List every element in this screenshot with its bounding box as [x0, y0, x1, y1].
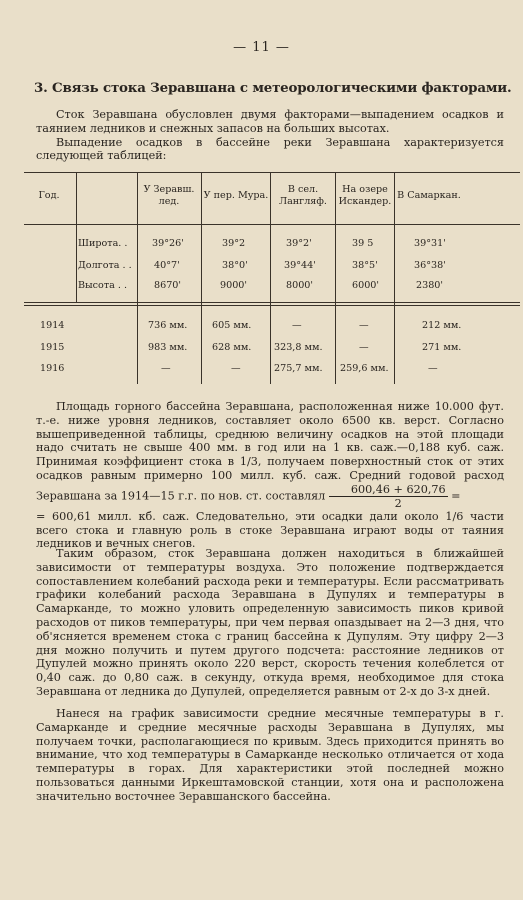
intro-line-1: Сток Зеравшана обусловлен двумя факторами—выпадением осадков и таянием ледников и снежных запасов на больших высотах. — [36, 108, 504, 135]
table-cell: 259,6 мм. — [340, 363, 389, 374]
table-cell: 605 мм. — [212, 320, 252, 331]
paragraph-1-continued: = 600,61 милл. кб. саж. Следовательно, эти осадки дали около 1/6 части всего стока и главную роль в стоке Зеравшана играют воды от таяния ледников и вечных снегов. — [36, 509, 504, 551]
row-label-latitude: Широта. . — [78, 238, 128, 249]
table-cell: 8670' — [154, 280, 182, 291]
table-cell: 9000' — [220, 280, 248, 291]
table-cell: 736 мм. — [148, 320, 188, 331]
table-cell: — — [292, 320, 302, 331]
paragraph-2 — [36, 547, 504, 699]
precipitation-table — [24, 172, 520, 384]
section-heading: 3. Связь стока Зеравшана с метеорологическими факторами. — [34, 80, 512, 96]
table-cell: 39°26' — [152, 238, 184, 249]
table-cell: 8000' — [286, 280, 314, 291]
table-cell: 39°31' — [414, 238, 446, 249]
table-cell: — — [231, 363, 241, 374]
table-cell: 2380' — [416, 280, 444, 291]
intro-paragraph — [36, 108, 504, 163]
table-cell: 40°7' — [154, 260, 180, 271]
year-cell: 1914 — [40, 320, 65, 331]
table-cell: 39°44' — [284, 260, 316, 271]
col-header-1: У Зеравш. лед. — [143, 184, 195, 207]
table-cell: 275,7 мм. — [274, 363, 323, 374]
formula-equals: = — [451, 489, 461, 503]
formula-denominator: 2 — [394, 496, 402, 510]
formula-numerator: 600,46 + 620,76 — [329, 483, 448, 497]
paragraph-2-text: Таким образом, сток Зеравшана должен находиться в ближайшей зависимости от температуры воздуха. Это положение подтверждается сопоставлением колебаний расхода реки и температуры. Если рассматривать графики колебаний расхода Зеравшана в Дупулях и температуры в Самарканде, то можно уловить определенную зависимость пиков кривой расходов от пиков температуры, при чем первая опаздывает на 2—3 дня, что об'ясняется временем стока с границ бассейна к Дупулям. Эту цифру 2—3 дня можно получить и путем другого подсчета: расстояние ледников от Дупулей можно принять около 220 верст, скорость течения колеблется от 0,40 саж. до 0,80 саж. в секунду, откуда время, необходимое для стока Зеравшана от ледника до Дупулей, определяется равным от 2-х до 3-х дней. — [36, 547, 504, 698]
row-label-longitude: Долгота . . — [78, 260, 132, 271]
col-header-3: В сел. Лангляф. — [279, 184, 327, 207]
row-label-altitude: Высота . . — [78, 280, 128, 291]
table-cell: — — [359, 342, 369, 353]
table-cell: 628 мм. — [212, 342, 252, 353]
intro-line-2: Выпадение осадков в бассейне реки Зеравшана характеризуется следующей таблицей: — [36, 135, 504, 163]
table-cell: 39°2 — [222, 238, 246, 249]
table-cell: 983 мм. — [148, 342, 188, 353]
paragraph-1 — [36, 400, 504, 551]
table-cell: 39 5 — [352, 238, 374, 249]
formula — [329, 483, 448, 510]
table-cell: 323,8 мм. — [274, 342, 323, 353]
table-cell: — — [359, 320, 369, 331]
table-cell: 36°38' — [414, 260, 446, 271]
table-cell: — — [161, 363, 171, 374]
table-cell: 39°2' — [286, 238, 312, 249]
table-cell: 38°5' — [352, 260, 378, 271]
table-cell: — — [428, 363, 438, 374]
page-number: — 11 — — [233, 40, 290, 55]
table-cell: 6000' — [352, 280, 380, 291]
col-header-5: В Самаркан. — [397, 190, 461, 201]
col-header-2: У пер. Мура. — [203, 190, 269, 201]
table-cell: 271 мм. — [422, 342, 462, 353]
paragraph-3-text: Нанеся на график зависимости средние месячные температуры в г. Самарканде и средние месячные расходы Зеравшана в Дупулях, мы получаем точки, располагающиеся по кривым. Здесь приходится принять во внимание, что ход температуры в Самарканде несколько отличается от хода температуры в горах. Для характеристики этой последней можно пользоваться данными Иркештамовской станции, хотя она и расположена значительно восточнее Зеравшанского бассейна. — [36, 707, 504, 803]
col-header-year: Год. — [38, 190, 60, 201]
paragraph-1-text: Площадь горного бассейна Зеравшана, расположенная ниже 10.000 фут. т.-е. ниже уровня ледников, составляет около 6500 кв. верст. Согласно вышеприведенной таблицы, среднюю величину осадков на этой площади надо считать не свыше 400 мм. в год или на 1 кв. саж.—0,188 куб. саж. Принимая коэффициент стока в 1/3, получаем поверхностный сток от этих осадков равным примерно 100 милл. куб. саж. Средний годовой расход Зеравшана за 1914—15 г.г. по нов. ст. составлял — [36, 400, 504, 503]
year-cell: 1916 — [40, 363, 65, 374]
col-header-4: На озере Искандер. — [338, 184, 392, 207]
paragraph-3 — [36, 707, 504, 804]
table-cell: 212 мм. — [422, 320, 462, 331]
table-cell: 38°0' — [222, 260, 248, 271]
year-cell: 1915 — [40, 342, 65, 353]
